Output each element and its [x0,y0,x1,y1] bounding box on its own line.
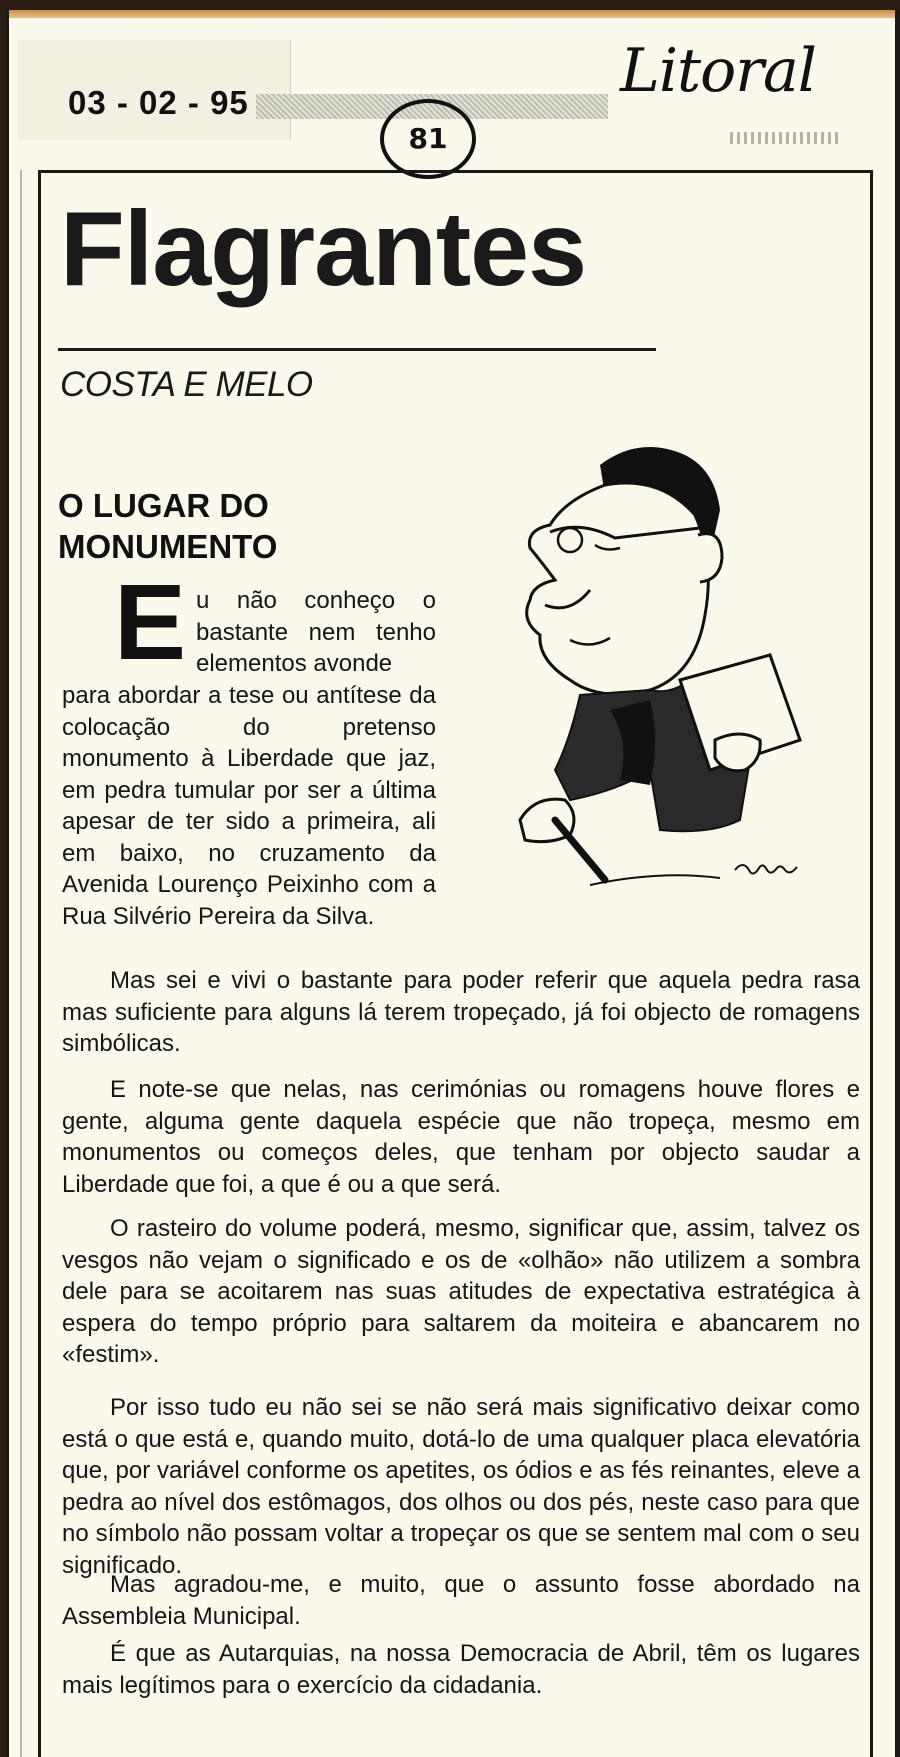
handwritten-page-mark: 81 [380,99,476,179]
article-intro-continued: para abordar a tese ou antítese da colocação do pretenso monumento à Liberdade que jaz, em pedra tumular por ser a última apesar de ter sido a primeira, ali em baixo, no cruzamento da Avenida Lourenço Peixinho com a Rua Silvério Pereira da Silva. [62,682,436,930]
article-paragraph: O rasteiro do volume poderá, mesmo, significar que, assim, talvez os vesgos não vejam o significado e os de «olhão» não utilizem a sombra dele para se acoitarem nas suas atitudes de expectativa estratégica à espera do tempo próprio para saltarem da moiteira e abancarem no «festim». [62,1215,860,1368]
article-paragraph: Mas agradou-me, e muito, que o assunto fosse abordado na Assembleia Municipal. [62,1571,860,1630]
caricature-illustration [510,440,840,940]
article-paragraph: E note-se que nelas, nas cerimónias ou romagens houve flores e gente, alguma gente daquela espécie que não tropeça, mesmo em monumentos ou começos deles, que tenham por objecto saudar a Liberdade que foi, a que é ou a que será. [62,1076,860,1198]
article-paragraph: É que as Autarquias, na nossa Democracia de Abril, têm os lugares mais legítimos para o exercício da cidadania. [62,1640,860,1699]
title-rule [58,348,656,351]
logo-wave-decoration [730,132,840,144]
column-title: Flagrantes [60,190,587,308]
clipping-top-edge [9,10,895,18]
column-author: COSTA E MELO [60,365,313,404]
clipping-date: 03 - 02 - 95 [68,84,249,121]
left-margin-line [20,170,22,1757]
article-intro-start: u não conheço o bastante nem tenho elementos avonde [196,587,436,677]
section-logo: Litoral [620,36,816,106]
article-headline: O LUGAR DO MONUMENTO [58,487,278,565]
article-paragraph: Por isso tudo eu não sei se não será mais significativo deixar como está o que está e, quando muito, dotá-lo de uma qualquer placa elevatória que, por variável conforme os apetites, os ódios e as fés reinantes, eleve a pedra ao nível dos estômagos, dos olhos ou dos pés, neste caso para que no símbolo não possam voltar a tropeçar os que se sentem mal com o seu significado. [62,1394,860,1579]
article-paragraph: Mas sei e vivi o bastante para poder referir que aquela pedra rasa mas suficiente para alguns lá terem tropeçado, já foi objecto de romagens simbólicas. [62,967,860,1057]
drop-cap: E [114,561,187,682]
